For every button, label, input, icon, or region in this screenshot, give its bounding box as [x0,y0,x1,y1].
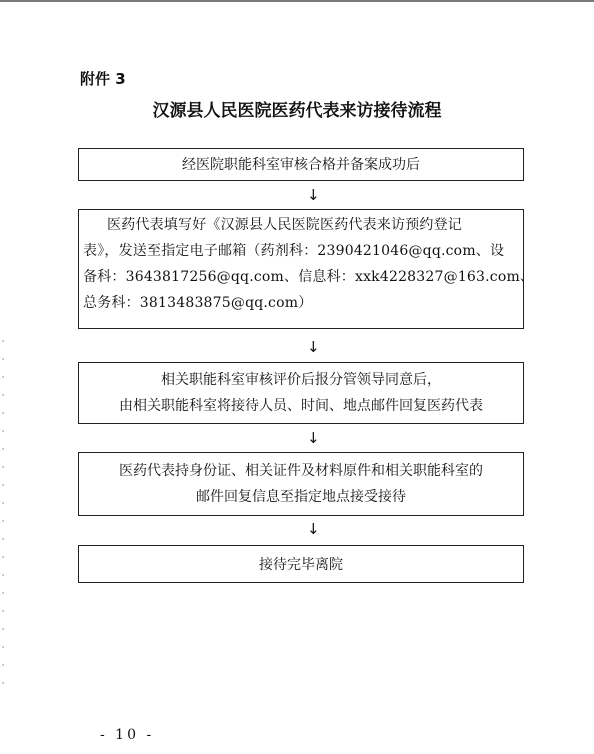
down-arrow-icon: ↓ [307,429,320,447]
flow-step-1-text: 经医院职能科室审核合格并备案成功后 [182,157,420,173]
flow-step-2-line-4: 总务科：3813483875@qq.com） [83,295,313,311]
flow-step-1-box [78,148,524,181]
flow-step-2-line-3: 备科：3643817256@qq.com、信息科：xxk4228327@163.com、 [83,269,535,285]
flow-step-5-box [78,545,524,583]
flow-step-2-box [78,209,535,329]
binding-margin-marks [2,340,4,700]
document-title: 汉源县人民医院医药代表来访接待流程 [152,101,442,121]
down-arrow-icon: ↓ [307,520,320,538]
flow-step-3-line-2: 由相关职能科室将接待人员、时间、地点邮件回复医药代表 [119,398,483,414]
down-arrow-icon: ↓ [307,338,320,356]
flow-step-4-line-1: 医药代表持身份证、相关证件及材料原件和相关职能科室的 [119,463,483,479]
flow-step-2-line-1: 医药代表填写好《汉源县人民医院医药代表来访预约登记 [107,217,462,233]
page-number: - 10 - [100,727,155,743]
down-arrow-icon: ↓ [307,186,320,204]
flow-step-3-box [78,362,524,424]
flow-step-4-box [78,452,524,516]
flow-step-4-line-2: 邮件回复信息至指定地点接受接待 [196,489,406,505]
flow-step-3-line-1: 相关职能科室审核评价后报分管领导同意后， [161,372,441,388]
flow-step-5-text: 接待完毕离院 [259,557,343,573]
top-border-line [0,0,594,2]
flow-step-2-line-2: 表》，发送至指定电子邮箱（药剂科：2390421046@qq.com、设 [83,243,505,259]
annex-label: 附件 3 [80,70,126,88]
